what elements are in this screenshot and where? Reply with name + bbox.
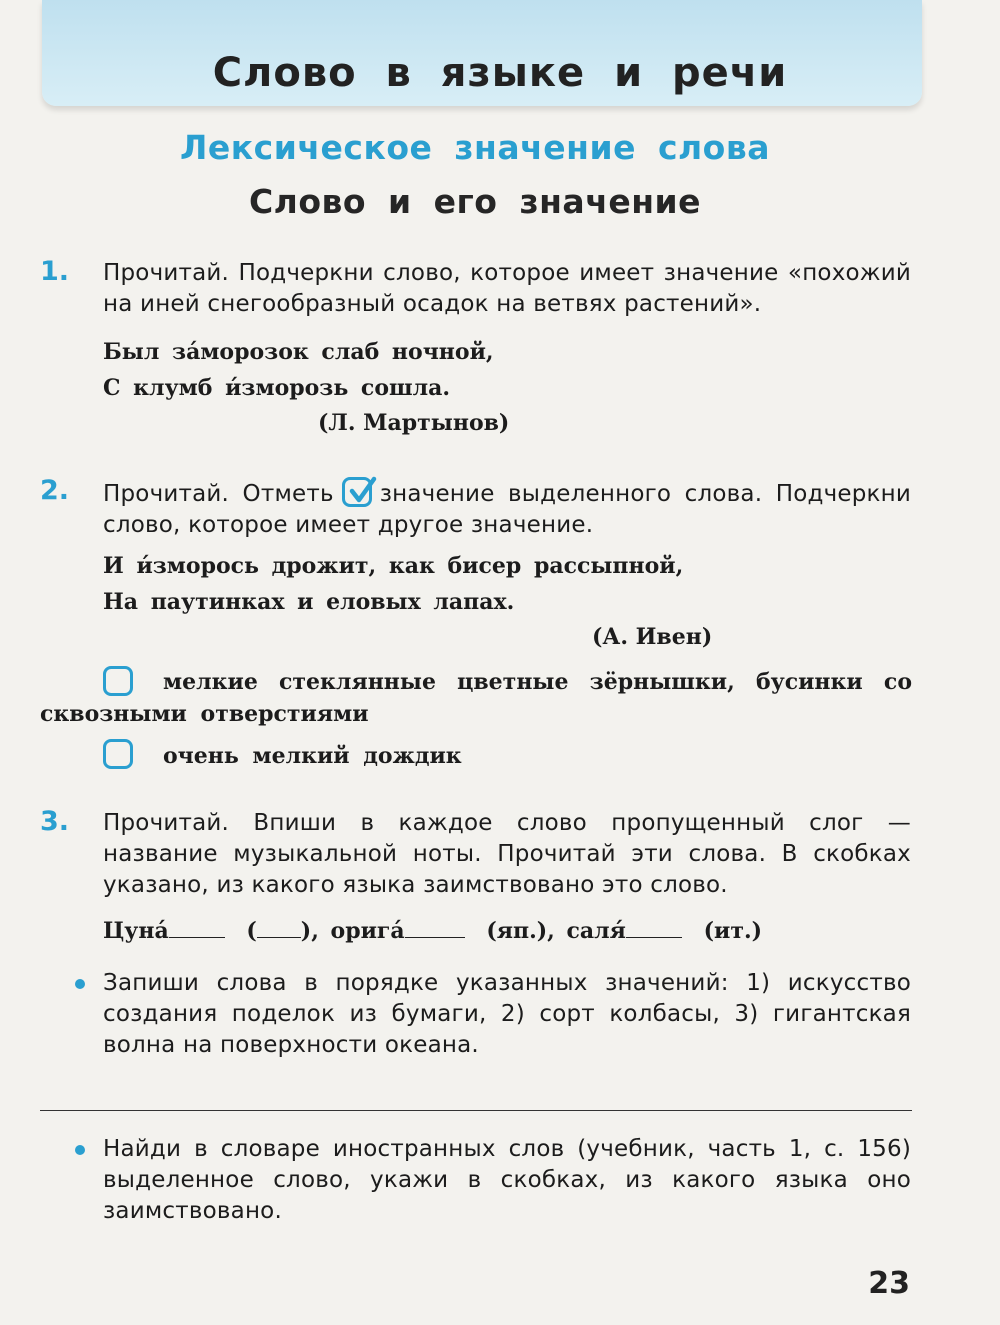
page-number: 23: [868, 1266, 910, 1301]
task-1-author: (Л. Мартынов): [318, 410, 510, 436]
task-2-text-before: Прочитай. Отметь: [103, 481, 334, 507]
section-title: Лексическое значение слова: [179, 128, 771, 167]
topic-title: Слово и его значение: [248, 182, 702, 221]
checkmark-icon: [342, 477, 372, 507]
word-origami: орига́: [330, 918, 405, 944]
word4-note: (ит.): [703, 918, 763, 944]
answer-line[interactable]: [40, 1110, 912, 1111]
blank-2[interactable]: [257, 936, 301, 938]
word2-open: (: [246, 918, 257, 944]
bullet-2-icon: [75, 1145, 85, 1155]
task-1-poem-line-2: С клумб и́зморозь сошла.: [103, 375, 451, 401]
blank-3[interactable]: [405, 936, 465, 938]
task-2-poem: [103, 548, 683, 620]
task-2-number: 2.: [40, 475, 70, 506]
option-2-checkbox[interactable]: [103, 739, 133, 769]
task-1-poem: [103, 334, 494, 406]
blank-4[interactable]: [626, 936, 682, 938]
task-3-bullet-2: Найди в словаре иностранных слов (учебник, часть 1, с. 156) выделенное слово, укажи в скобках, из какого языка оно заимствовано.: [103, 1136, 911, 1224]
task-1-number: 1.: [40, 256, 70, 287]
blank-1[interactable]: [169, 936, 225, 938]
task-3-number: 3.: [40, 806, 70, 837]
task-3-words: [103, 918, 762, 944]
bullet-1-icon: [75, 979, 85, 989]
task-1-text: Прочитай. Подчеркни слово, которое имеет значение «похожий на иней снегообразный осадок на ветвях растений».: [103, 260, 911, 317]
task-2-author: (А. Ивен): [592, 624, 713, 650]
chapter-title: Слово в языке и речи: [212, 50, 788, 96]
task-2-text: [103, 477, 911, 541]
task-2-text-after: значение выделенного слова. Подчеркни слово, которое имеет другое значение.: [103, 481, 911, 538]
task-1-poem-line-1: Был за́морозок слаб ночной,: [103, 339, 494, 365]
task-3-bullet-1: Запиши слова в порядке указанных значений: 1) искусство создания поделок из бумаги, 2) сорт колбасы, 3) гигантская волна на поверхности океана.: [103, 970, 911, 1058]
word3-note: (яп.),: [486, 918, 555, 944]
option-2-text: очень мелкий дождик: [163, 743, 462, 769]
task-3-text: Прочитай. Впиши в каждое слово пропущенный слог — название музыкальной ноты. Прочитай эти слова. В скобках указано, из какого языка заимствовано это слово.: [103, 810, 911, 898]
word2-close: ),: [300, 918, 319, 944]
word-salami: саля́: [566, 918, 626, 944]
word-tsunami: Цуна́: [103, 918, 169, 944]
option-1-text: мелкие стеклянные цветные зёрнышки, бусинки со сквозными отверстиями: [40, 669, 912, 727]
task-2-poem-line-1: И и́зморось дрожит, как бисер рассыпной,: [103, 553, 684, 579]
task-2-poem-line-2: На паутинках и еловых лапах.: [103, 589, 515, 615]
